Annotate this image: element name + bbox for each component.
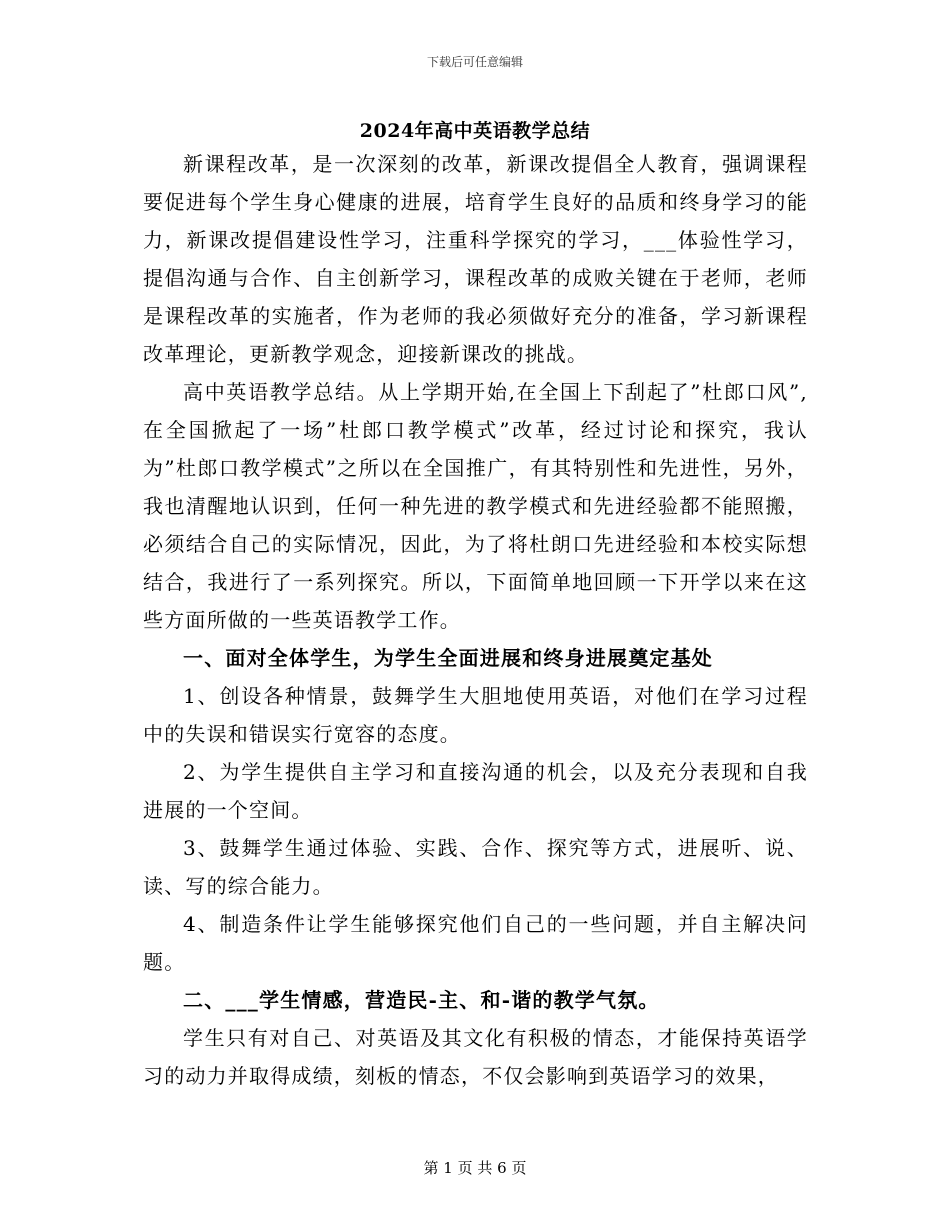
section-heading-2: 二、___学生情感，营造民-主、和-谐的教学气氛。 <box>183 988 660 1012</box>
list-item-4: 4、制造条件让学生能够探究他们自己的一些问题，并自主解决问题。 <box>143 912 808 974</box>
paragraph-dulangkou: 高中英语教学总结。从上学期开始,在全国上下刮起了”杜郎口风”,在全国掀起了一场”杜郎口教学模式”改革，经过讨论和探究，我认为”杜郎口教学模式”之所以在全国推广，有其特别性和先进性，另外，我也清醒地认识到，任何一种先进的教学模式和先进经验都不能照搬，必须结合自己的实际情况，因此，为了将杜朗口先进经验和本校实际想结合，我进行了一系列探究。所以，下面简单地回顾一下开学以来在这些方面所做的一些英语教学工作。 <box>143 380 808 632</box>
header-note: 下载后可任意编辑 <box>426 55 523 69</box>
page-footer: 第 1 页 共 6 页 <box>423 1159 527 1177</box>
section-heading-1: 一、面对全体学生，为学生全面进展和终身进展奠定基处 <box>183 646 713 670</box>
list-item-3: 3、鼓舞学生通过体验、实践、合作、探究等方式，进展听、说、读、写的综合能力。 <box>143 836 808 898</box>
paragraph-emotion: 学生只有对自己、对英语及其文化有积极的情态，才能保持英语学习的动力并取得成绩，刻板的情态，不仅会影响到英语学习的效果， <box>143 1026 808 1088</box>
document-title: 2024年高中英语教学总结 <box>359 120 591 142</box>
list-item-2: 2、为学生提供自主学习和直接沟通的机会，以及充分表现和自我进展的一个空间。 <box>143 760 808 822</box>
document-body <box>143 145 808 1095</box>
list-item-1: 1、创设各种情景，鼓舞学生大胆地使用英语，对他们在学习过程中的失误和错误实行宽容的态度。 <box>143 684 808 746</box>
paragraph-intro: 新课程改革，是一次深刻的改革，新课改提倡全人教育，强调课程要促进每个学生身心健康的进展，培育学生良好的品质和终身学习的能力，新课改提倡建设性学习，注重科学探究的学习，___体验性学习，提倡沟通与合作、自主创新学习，课程改革的成败关键在于老师，老师是课程改革的实施者，作为老师的我必须做好充分的准备，学习新课程改革理论，更新教学观念，迎接新课改的挑战。 <box>143 152 808 366</box>
